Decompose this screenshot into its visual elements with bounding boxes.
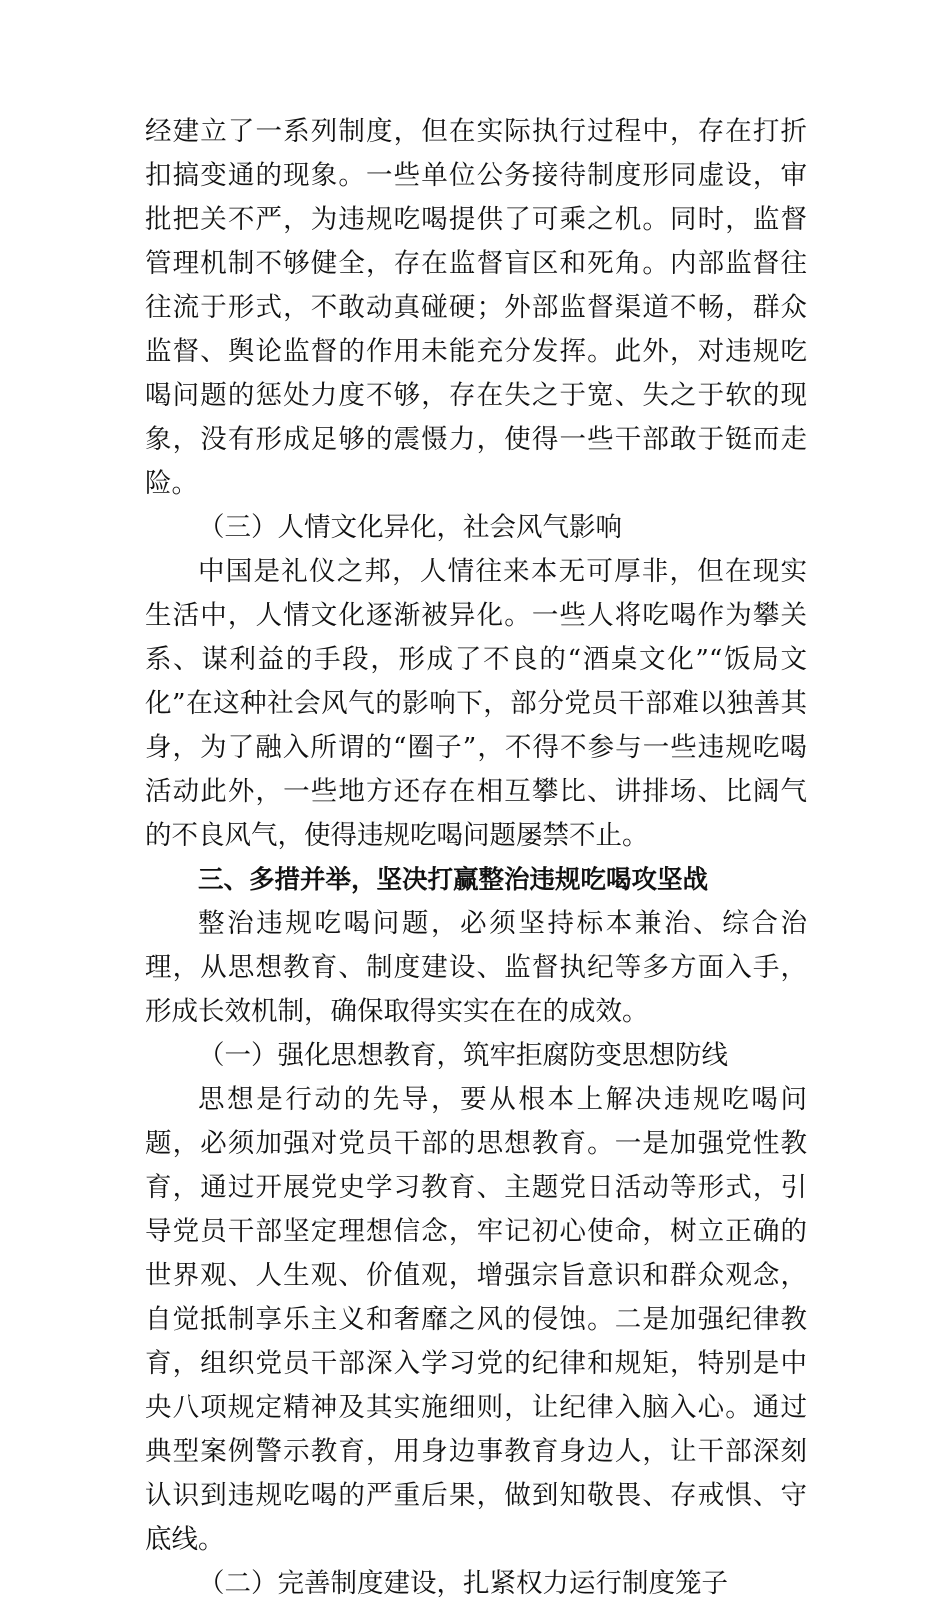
subsection-heading-3: （三）人情文化异化，社会风气影响 (198, 512, 622, 543)
document-body (145, 110, 807, 1606)
section-heading-3: 三、多措并举，坚决打赢整治违规吃喝攻坚战 (198, 865, 709, 895)
subsection-heading-1: （一）强化思想教育，筑牢拒腐防变思想防线 (198, 1040, 728, 1071)
paragraph-human-culture: 中国是礼仪之邦，人情往来本无可厚非，但在现实生活中，人情文化逐渐被异化。一些人将吃喝作为攀关系、谋利益的手段，形成了不良的“酒桌文化”“饭局文化”在这种社会风气的影响下，部分党员干部难以独善其身，为了融入所谓的“圈子”，不得不参与一些违规吃喝活动此外，一些地方还存在相互攀比、讲排场、比阔气的不良风气，使得违规吃喝问题屡禁不止。 (145, 556, 807, 851)
paragraph-section-intro: 整治违规吃喝问题，必须坚持标本兼治、综合治理，从思想教育、制度建设、监督执纪等多方面入手，形成长效机制，确保取得实实在在的成效。 (145, 908, 807, 1027)
paragraph-thought-education: 思想是行动的先导，要从根本上解决违规吃喝问题，必须加强对党员干部的思想教育。一是加强党性教育，通过开展党史学习教育、主题党日活动等形式，引导党员干部坚定理想信念，牢记初心使命，树立正确的世界观、人生观、价值观，增强宗旨意识和群众观念，自觉抵制享乐主义和奢靡之风的侵蚀。二是加强纪律教育，组织党员干部深入学习党的纪律和规矩，特别是中央八项规定精神及其实施细则，让纪律入脑入心。通过典型案例警示教育，用身边事教育身边人，让干部深刻认识到违规吃喝的严重后果，做到知敬畏、存戒惧、守底线。 (145, 1084, 807, 1555)
paragraph-continued: 经建立了一系列制度，但在实际执行过程中，存在打折扣搞变通的现象。一些单位公务接待制度形同虚设，审批把关不严，为违规吃喝提供了可乘之机。同时，监督管理机制不够健全，存在监督盲区和死角。内部监督往往流于形式，不敢动真碰硬；外部监督渠道不畅，群众监督、舆论监督的作用未能充分发挥。此外，对违规吃喝问题的惩处力度不够，存在失之于宽、失之于软的现象，没有形成足够的震慑力，使得一些干部敢于铤而走险。 (145, 116, 807, 499)
subsection-heading-2: （二）完善制度建设，扎紧权力运行制度笼子 (198, 1568, 728, 1599)
